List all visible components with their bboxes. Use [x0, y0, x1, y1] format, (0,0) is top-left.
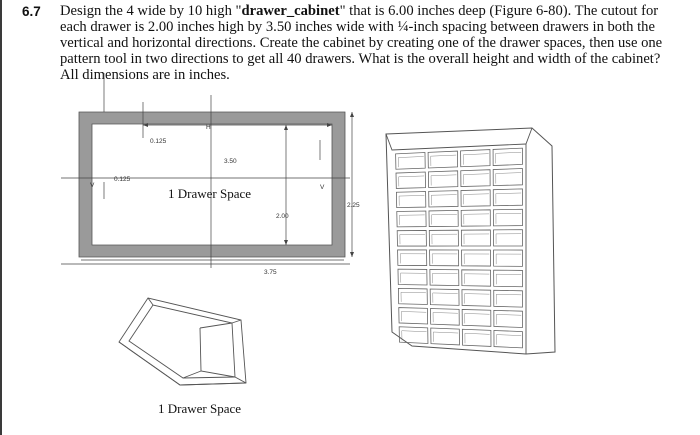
cabinet-top-edge [386, 134, 526, 150]
problem-line-2: each drawer is 2.00 inches high by 3.50 inches wide with ¼-inch spacing between drawers in both the [60, 19, 655, 35]
drawer-opening [429, 230, 458, 246]
drawer-inner-edge [401, 292, 426, 302]
problem-line-5: All dimensions are in inches. [60, 67, 230, 83]
cabinet-outline [386, 128, 555, 354]
sketch-frame [79, 112, 345, 257]
problem-line-3: vertical and horizontal directions. Create the cabinet by creating one of the drawer spaces, then use one [60, 35, 663, 51]
drawer-opening [399, 308, 428, 324]
drawer-inner-edge [464, 254, 489, 264]
drawer-inner-edge [496, 335, 521, 345]
dim-left-offset: 0.125 [114, 176, 131, 183]
drawer-inner-edge [399, 195, 424, 205]
dim-top-offset: 0.125 [150, 138, 167, 145]
problem-number: 6.7 [22, 4, 41, 19]
drawer-inner-edge [496, 173, 521, 184]
drawer-inner-edge [433, 293, 458, 303]
drawer-inner-edge [399, 215, 424, 225]
drawer-inner-edge [432, 254, 457, 264]
cabinet-isometric [386, 128, 555, 354]
drawer-opening [493, 189, 522, 206]
drawer-opening [398, 288, 427, 304]
drawer-opening [494, 310, 523, 327]
drawer-inner-edge [433, 312, 458, 322]
drawer-inner-edge [464, 214, 489, 224]
drawer-opening [399, 327, 428, 344]
drawer-opening [428, 171, 457, 188]
solid-label: 1 Drawer Space [158, 401, 242, 416]
drawer-opening [462, 290, 491, 307]
drawer-inner-edge [431, 175, 456, 186]
drawer-inner-edge [465, 313, 490, 323]
drawer-opening [462, 250, 491, 266]
drawer-grid [396, 148, 523, 348]
drawer-opening [430, 250, 459, 266]
drawer-inner-edge [496, 152, 521, 163]
drawer-inner-edge [496, 294, 521, 304]
drawer-inner-edge [401, 273, 426, 283]
drawer-inner-edge [402, 331, 427, 341]
drawer-opening [430, 269, 459, 285]
dim-vert-marker-left: V [90, 182, 95, 189]
drawer-inner-edge [464, 234, 489, 244]
drawer-inner-edge [464, 194, 489, 205]
drawer-space-solid [119, 298, 246, 385]
drawer-opening [397, 211, 426, 227]
drawer-opening [398, 269, 427, 285]
arrow-up-overall [350, 112, 354, 117]
drawer-opening [494, 290, 523, 307]
arrow-up [284, 125, 288, 130]
drawer-opening [428, 151, 458, 168]
drawer-opening [493, 168, 522, 185]
drawer-opening [493, 230, 522, 246]
drawer-inner-edge [401, 311, 426, 321]
drawer-opening [396, 172, 426, 188]
arrow-down-overall [350, 252, 354, 257]
drawer-opening [431, 328, 460, 345]
problem-line-4: pattern tool in two directions to get all 40 drawers. What is the overall height and width of the cabinet? [60, 51, 661, 67]
solid-inner [129, 305, 235, 378]
drawer-opening [462, 309, 491, 326]
drawer-opening [430, 289, 459, 305]
sketch-label: 1 Drawer Space [168, 186, 252, 201]
drawer-opening [461, 230, 490, 246]
drawer-opening [494, 270, 523, 287]
drawer-inner-edge [463, 154, 488, 165]
drawer-opening [429, 191, 458, 207]
dim-horiz-marker: H [206, 124, 211, 131]
drawer-inner-edge [496, 213, 521, 223]
drawer-inner-edge [398, 156, 423, 167]
dim-cut-width: 3.50 [224, 158, 237, 165]
drawer-opening [462, 329, 491, 346]
drawer-inner-edge [432, 273, 457, 283]
drawer-opening [494, 330, 523, 347]
drawer-inner-edge [431, 195, 456, 205]
problem-line-1: Design the 4 wide by 10 high "drawer_cabinet" that is 6.00 inches deep (Figure 6-80). The cutout for [60, 3, 659, 19]
drawer-inner-edge [496, 193, 521, 204]
drawer-inner-edge [431, 155, 456, 166]
drawer-opening [462, 270, 491, 286]
drawer-inner-edge [496, 274, 521, 284]
part-name: drawer_cabinet [241, 3, 340, 19]
drawer-inner-edge [433, 332, 458, 342]
drawer-inner-edge [465, 333, 490, 343]
cabinet-side-edge [526, 128, 532, 354]
drawer-opening [493, 148, 522, 165]
drawer-inner-edge [463, 174, 488, 185]
drawer-sketch [61, 73, 360, 276]
drawer-opening [461, 210, 490, 226]
drawer-inner-edge [496, 254, 521, 264]
drawer-inner-edge [400, 234, 425, 244]
drawer-inner-edge [432, 214, 457, 224]
drawer-opening [461, 170, 490, 187]
drawer-opening [429, 210, 458, 226]
drawer-inner-edge [432, 234, 457, 244]
drawer-opening [396, 153, 426, 170]
drawer-inner-edge [399, 176, 424, 186]
arrow-down [284, 240, 288, 245]
drawer-opening [398, 250, 427, 266]
dim-cut-height: 2.00 [276, 213, 289, 220]
drawer-opening [397, 230, 426, 246]
drawer-opening [494, 250, 523, 266]
dim-vert-marker-right: V [320, 184, 325, 191]
drawer-opening [461, 190, 490, 207]
solid-connectors [148, 298, 246, 383]
drawer-opening [430, 308, 459, 325]
dim-overall-height: 2.25 [347, 202, 360, 209]
drawer-opening [396, 191, 425, 207]
drawer-inner-edge [496, 314, 521, 324]
solid-outer [119, 298, 246, 385]
solid-front-edge [119, 342, 246, 385]
solid-back-face [183, 323, 235, 378]
drawer-inner-edge [496, 234, 521, 244]
dim-overall-width: 3.75 [264, 269, 277, 276]
drawer-inner-edge [464, 274, 489, 284]
drawer-inner-edge [465, 294, 490, 304]
drawer-inner-edge [400, 254, 425, 264]
drawer-opening [493, 209, 522, 226]
drawer-opening [461, 150, 490, 167]
